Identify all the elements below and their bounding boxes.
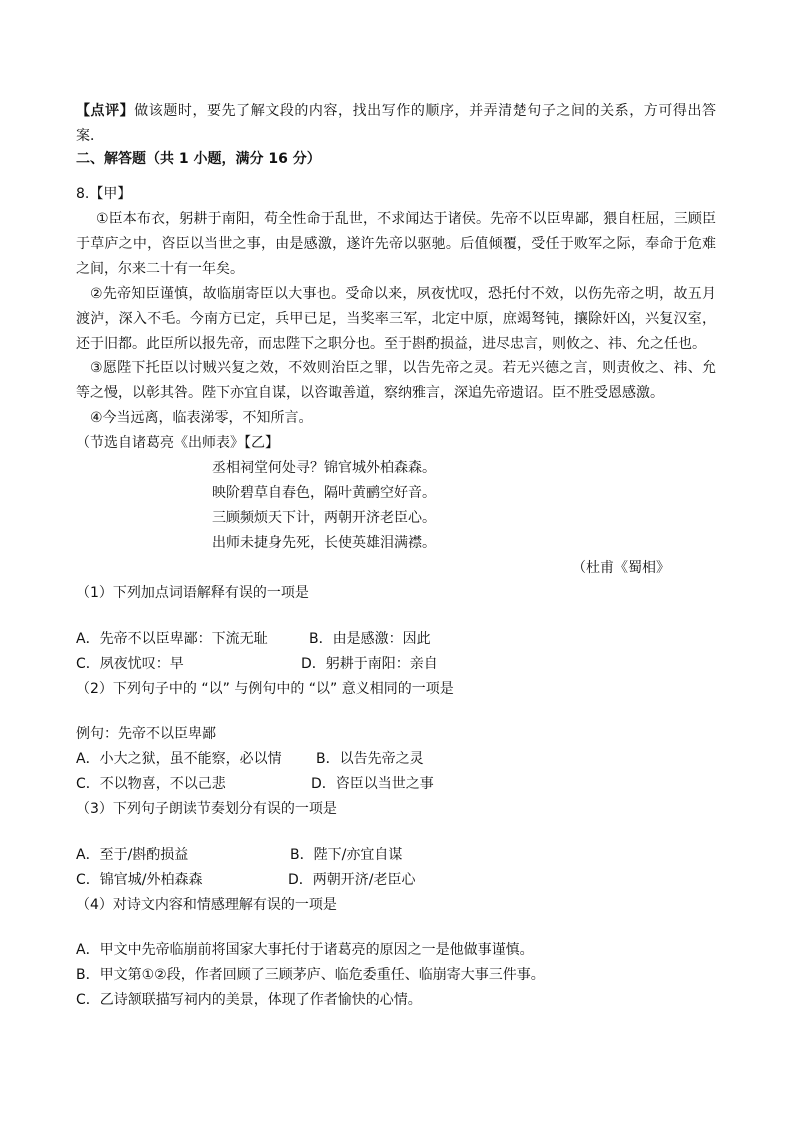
poem-line-2: 映阶碧草自春色，隔叶黄鹂空好音。 [212,485,436,501]
option-2d: D．咨臣以当世之事 [311,776,434,792]
passage-paragraph-4: ④今当远离，临表涕零，不知所言。 [90,410,313,426]
sub-question-2-prompt: （2）下列句子中的 “以” 与例句中的 “以” 意义相同的一项是 [76,681,454,697]
comment-paragraph [76,99,716,149]
option-3c: C．锦官城/外柏森森 [76,872,203,888]
option-4c: C．乙诗颔联描写祠内的美景，体现了作者愉快的心情。 [76,992,422,1008]
option-4b: B．甲文第①②段，作者回顾了三顾茅庐、临危委重任、临崩寄大事三件事。 [76,967,545,983]
option-4a: A．甲文中先帝临崩前将国家大事托付于诸葛亮的原因之一是他做事谨慎。 [76,942,534,958]
option-1a: A．先帝不以臣卑鄙：下流无耻 [76,631,268,647]
option-3d: D．两朝开济/老臣心 [288,872,416,888]
sub-question-4-prompt: （4）对诗文内容和情感理解有误的一项是 [76,897,337,913]
sub-question-2-example: 例句：先帝不以臣卑鄙 [76,726,216,742]
poem-source: （杜甫《蜀相》 [572,560,670,576]
passage-paragraph-1: ①臣本布衣，躬耕于南阳，苟全性命于乱世，不求闻达于诸侯。先帝不以臣卑鄙，猥自枉屈，三顾臣于草庐之中，咨臣以当世之事，由是感激，遂许先帝以驱驰。后值倾覆，受任于败军之际，奉命于危难之间，尔来二十有一年矣。 [76,211,716,277]
option-2c: C．不以物喜，不以己悲 [76,776,226,792]
option-1b: B．由是感激：因此 [309,631,431,647]
comment-label: 【点评】 [76,103,135,119]
poem-line-4: 出师未捷身先死，长使英雄泪满襟。 [212,535,436,551]
poem-line-3: 三顾频烦天下计，两朝开济老臣心。 [212,510,436,526]
passage-paragraph-2: ②先帝知臣谨慎，故临崩寄臣以大事也。受命以来，夙夜忧叹，恐托付不效，以伤先帝之明，故五月渡泸，深入不毛。今南方已定，兵甲已足，当奖率三军，北定中原，庶竭驽钝，攘除奸凶，兴复汉室，还于旧都。此臣所以报先帝，而忠陛下之职分也。至于斟酌损益，进尽忠言，则攸之、祎、允之任也。 [76,286,716,352]
option-1c: C．夙夜忧叹：早 [76,656,184,672]
option-3b: B．陛下/亦宜自谋 [290,847,403,863]
sub-question-1-prompt: （1）下列加点词语解释有误的一项是 [76,585,309,601]
source-jia: （节选自诸葛亮《出师表》【乙】 [76,435,279,451]
poem-line-1: 丞相祠堂何处寻？锦官城外柏森森。 [212,460,436,476]
option-2b: B．以告先帝之灵 [316,751,424,767]
question-number: 8.【甲】 [76,186,132,202]
comment-text: 做该题时，要先了解文段的内容，找出写作的顺序，并弄清楚句子之间的关系，方可得出答案． [76,103,716,144]
option-2a: A．小大之狱，虽不能察，必以情 [76,751,282,767]
option-3a: A．至于/斟酌损益 [76,847,189,863]
option-1d: D．躬耕于南阳：亲自 [301,656,438,672]
section-title: 二、解答题（共 1 小题，满分 16 分） [76,151,321,167]
passage-paragraph-3: ③愿陛下托臣以讨贼兴复之效，不效则治臣之罪，以告先帝之灵。若无兴德之言，则责攸之、祎、允等之慢，以彰其咎。陛下亦宜自谋，以咨诹善道，察纳雅言，深追先帝遗诏。臣不胜受恩感激。 [76,360,716,401]
sub-question-3-prompt: （3）下列句子朗读节奏划分有误的一项是 [76,801,337,817]
